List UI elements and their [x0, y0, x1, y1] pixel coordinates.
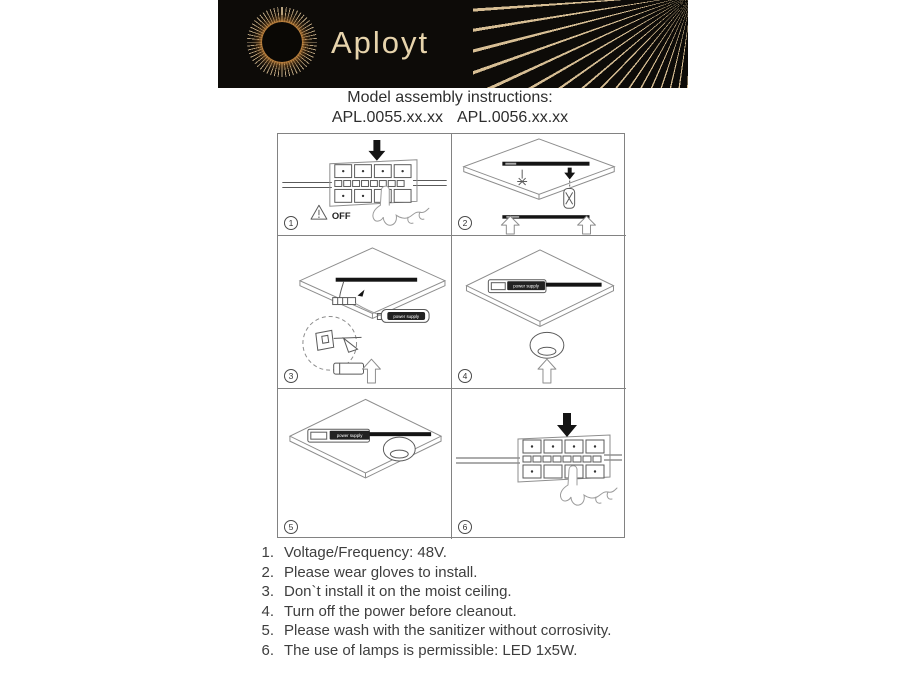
step-1-diagram-terminal-block-off: [278, 134, 451, 235]
press-down-arrow-icon: [557, 413, 577, 437]
note-number: 2.: [261, 563, 274, 581]
screw-anchor-left-icon: [517, 170, 527, 185]
assembly-steps-grid: [277, 133, 625, 538]
note-item: [252, 621, 611, 641]
step-4-panel: [452, 236, 626, 389]
note-item: [252, 641, 611, 661]
off-label: OFF: [331, 210, 351, 222]
notes-list: [252, 543, 611, 661]
power-supply-label: power supply: [393, 314, 420, 320]
note-item: [252, 582, 611, 602]
press-down-arrow-icon: [368, 140, 385, 161]
model-codes: [0, 108, 900, 127]
note-number: 1.: [261, 544, 274, 561]
note-text: Voltage/Frequency: 48V.: [284, 544, 447, 561]
note-text: Please wash with the sanitizer without corrosivity.: [284, 622, 612, 640]
ceiling-icon: [464, 139, 615, 194]
track-power-supply-icon: [308, 429, 431, 442]
step-2-panel: [452, 134, 626, 236]
sunburst-logo-icon: [247, 7, 317, 77]
note-number: 5.: [261, 622, 274, 640]
step-3-panel: [278, 236, 452, 389]
power-supply-icon: [377, 310, 429, 323]
step-1-number: 1: [284, 216, 298, 230]
step-2-diagram-ceiling-mount: [452, 134, 626, 235]
end-cap-part-icon: [334, 363, 364, 374]
warning-off-icon: [311, 205, 327, 219]
note-text: The use of lamps is permissible: LED 1x5W.: [284, 641, 578, 659]
page-title: Model assembly instructions:: [347, 89, 553, 106]
step-4-diagram-fixture-install: [452, 236, 626, 388]
note-text: Don`t install it on the moist ceiling.: [284, 583, 512, 601]
step-3-diagram-power-connection: [278, 236, 451, 388]
note-item: [252, 563, 611, 583]
sunburst-core: [262, 22, 302, 62]
power-supply-label: power supply: [513, 283, 539, 289]
step-4-number: 4: [458, 369, 472, 383]
track-power-supply-icon: [488, 280, 601, 293]
step-5-diagram-assembled: [278, 389, 451, 539]
step-6-panel: [452, 389, 626, 539]
step-6-number: 6: [458, 520, 472, 534]
step-1-panel: [278, 134, 452, 236]
note-text: Turn off the power before cleanout.: [284, 602, 517, 620]
note-item: [252, 602, 611, 622]
bracket-detail-icon: [316, 330, 362, 352]
step-3-number: 3: [284, 369, 298, 383]
model-code-a: APL.0055.xx.xx: [331, 109, 443, 126]
step-6-diagram-terminal-block: [452, 389, 626, 539]
brand-banner: [218, 0, 688, 88]
step-5-panel: [278, 389, 452, 539]
note-number: 3.: [261, 583, 274, 601]
step-2-number: 2: [458, 216, 472, 230]
note-item: [252, 543, 611, 563]
step-5-number: 5: [284, 520, 298, 534]
power-supply-label: power supply: [336, 432, 363, 438]
insert-up-arrow-icon: [538, 359, 556, 383]
screw-anchor-right-icon: [564, 168, 575, 209]
lift-up-arrow-right-icon: [578, 216, 596, 234]
round-lamp-icon: [383, 437, 415, 461]
insert-up-arrow-icon: [363, 359, 381, 383]
ray-fan-decoration: [473, 0, 688, 88]
model-code-b: APL.0056.xx.xx: [457, 109, 569, 126]
note-text: Please wear gloves to install.: [284, 563, 478, 581]
brand-name: Aployt: [331, 25, 430, 60]
connector-icon: [333, 282, 365, 305]
note-number: 4.: [261, 602, 274, 620]
lift-up-arrow-left-icon: [501, 216, 519, 234]
title-block: [0, 88, 900, 127]
round-lamp-icon: [530, 332, 564, 358]
note-number: 6.: [261, 641, 274, 659]
